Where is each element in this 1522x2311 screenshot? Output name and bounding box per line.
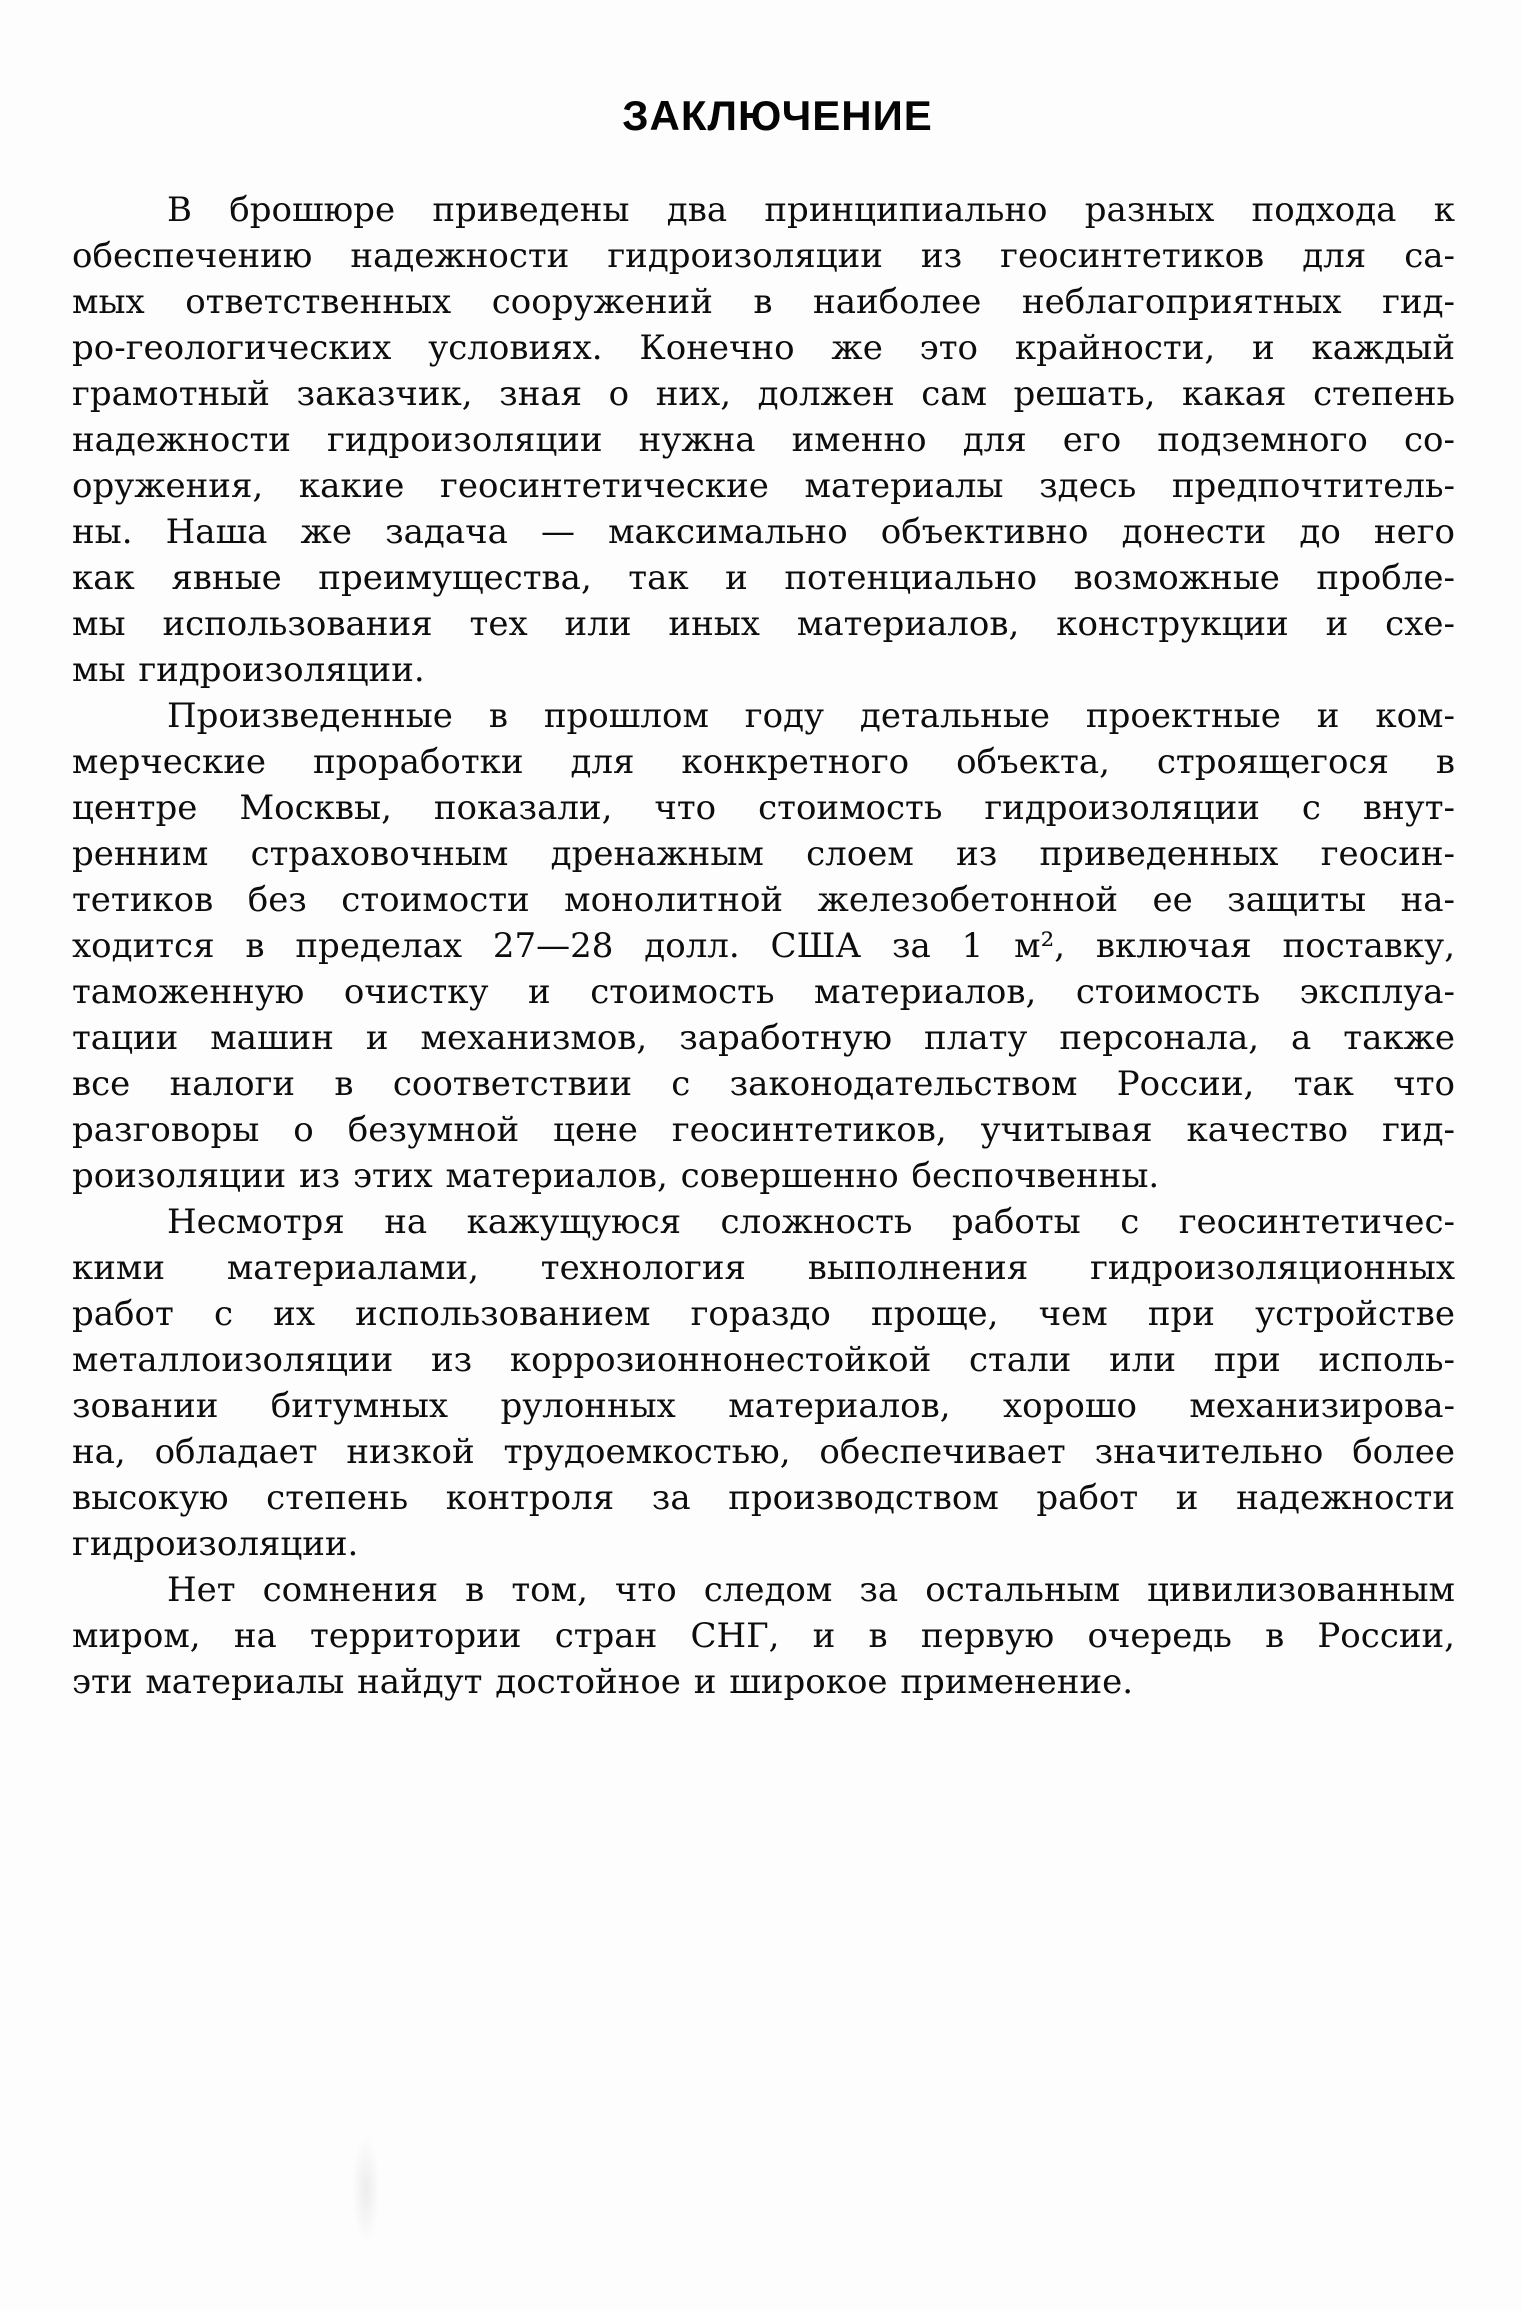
text-line: ренним страховочным дренажным слоем из приведенных геосин-: [72, 834, 1455, 874]
paragraph: [72, 693, 1455, 1199]
text-line: металлоизоляции из коррозионнонестойкой стали или при исполь-: [72, 1340, 1455, 1380]
page-title: ЗАКЛЮЧЕНИЕ: [622, 92, 933, 139]
text-line: гидроизоляции.: [72, 1524, 359, 1564]
paragraph: [72, 187, 1455, 693]
document-page: [0, 92, 1522, 2311]
text-line: мы гидроизоляции.: [72, 650, 425, 690]
text-line: Произведенные в прошлом году детальные проектные и ком-: [167, 696, 1455, 736]
text-line: мых ответственных сооружений в наиболее неблагоприятных гид-: [72, 282, 1455, 322]
text-line: оружения, какие геосинтетические материалы здесь предпочтитель-: [72, 466, 1455, 506]
text-line: работ с их использованием гораздо проще, чем при устройстве: [72, 1294, 1455, 1334]
text-line: тации машин и механизмов, заработную плату персонала, а также: [72, 1018, 1455, 1058]
text-line: кими материалами, технология выполнения гидроизоляционных: [72, 1248, 1455, 1288]
paragraph: [72, 1199, 1455, 1567]
text-line: В брошюре приведены два принципиально разных подхода к: [167, 190, 1455, 230]
text-line: грамотный заказчик, зная о них, должен сам решать, какая степень: [72, 374, 1455, 414]
text-line: мы использования тех или иных материалов, конструкции и схе-: [72, 604, 1455, 644]
text-line: ходится в пределах 27—28 долл. США за 1 м², включая поставку,: [72, 926, 1455, 966]
text-line: высокую степень контроля за производством работ и надежности: [72, 1478, 1455, 1518]
text-line: как явные преимущества, так и потенциально возможные пробле-: [72, 558, 1455, 598]
text-line: обеспечению надежности гидроизоляции из геосинтетиков для са-: [72, 236, 1455, 276]
text-line: мерческие проработки для конкретного объекта, строящегося в: [72, 742, 1455, 782]
text-line: роизоляции из этих материалов, совершенно беспочвенны.: [72, 1156, 1160, 1196]
text-line: Несмотря на кажущуюся сложность работы с геосинтетичес-: [167, 1202, 1455, 1242]
text-line: эти материалы найдут достойное и широкое применение.: [72, 1662, 1134, 1702]
text-line: ны. Наша же задача — максимально объективно донести до него: [72, 512, 1455, 552]
text-line: таможенную очистку и стоимость материалов, стоимость эксплуа-: [72, 972, 1455, 1012]
text-line: надежности гидроизоляции нужна именно для его подземного со-: [72, 420, 1455, 460]
scan-smudge: [352, 2135, 380, 2245]
text-line: тетиков без стоимости монолитной железобетонной ее защиты на-: [72, 880, 1455, 920]
text-line: все налоги в соответствии с законодательством России, так что: [72, 1064, 1455, 1104]
text-line: на, обладает низкой трудоемкостью, обеспечивает значительно более: [72, 1432, 1455, 1472]
text-line: разговоры о безумной цене геосинтетиков, учитывая качество гид-: [72, 1110, 1455, 1150]
text-line: миром, на территории стран СНГ, и в первую очередь в России,: [72, 1616, 1455, 1656]
text-line: центре Москвы, показали, что стоимость гидроизоляции с внут-: [72, 788, 1455, 828]
text-line: ро-геологических условиях. Конечно же это крайности, и каждый: [72, 328, 1455, 368]
document-body: [72, 187, 1455, 1705]
paragraph: [72, 1567, 1455, 1705]
text-line: Нет сомнения в том, что следом за остальным цивилизованным: [167, 1570, 1455, 1610]
text-line: зовании битумных рулонных материалов, хорошо механизирова-: [72, 1386, 1455, 1426]
